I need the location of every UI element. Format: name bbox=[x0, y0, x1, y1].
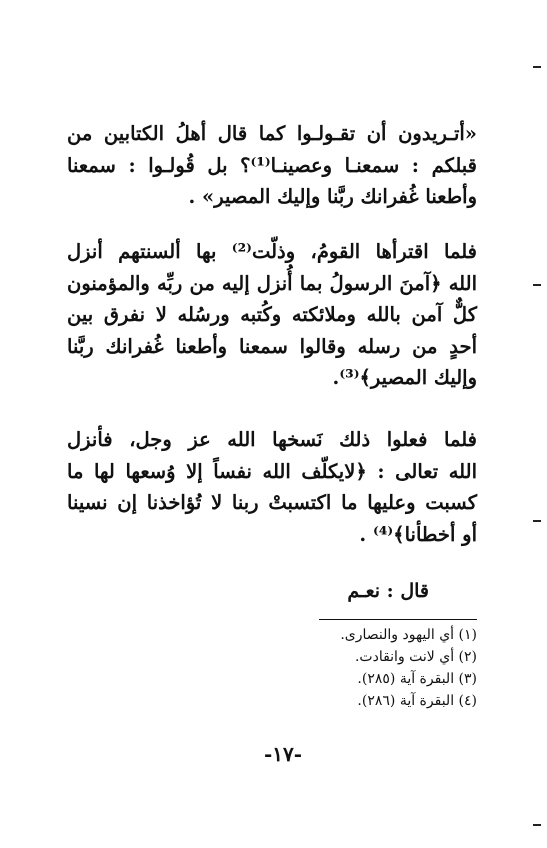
footnote: (٤) البقرة آية (٢٨٦). bbox=[357, 693, 477, 709]
paragraph-3 bbox=[67, 424, 477, 550]
footnote: (٢) أي لانت وانقادت. bbox=[354, 649, 477, 665]
footnote: (٣) البقرة آية (٢٨٥). bbox=[357, 671, 477, 687]
page-number: -١٧- bbox=[263, 742, 303, 766]
paragraph-line: الله ﴿آمنَ الرسولُ بما أُنزل إليه من ربِّه والمؤمنون bbox=[67, 271, 477, 295]
paragraph-1 bbox=[67, 118, 477, 213]
paragraph-line: وأطعنا غُفرانك ربَّنا وإليك المصير» . bbox=[188, 185, 477, 208]
margin-mark bbox=[533, 520, 541, 522]
footnotes bbox=[277, 624, 477, 712]
margin-mark bbox=[533, 284, 541, 286]
paragraph-line: أو أخطأنا﴾⁽⁴⁾ . bbox=[359, 522, 477, 546]
paragraph-line: فلما اقترأها القومُ، وذلّت⁽²⁾ بها ألسنتهم أنزل bbox=[67, 240, 478, 263]
margin-mark bbox=[533, 66, 541, 68]
footnote: (١) أي اليهود والنصارى. bbox=[340, 627, 477, 643]
paragraph-2 bbox=[67, 236, 477, 394]
said-line: قال : نعـم bbox=[347, 580, 429, 602]
paragraph-line: كلٌّ آمن بالله وملائكته وكُتبه ورسُله لا نفرق بين bbox=[67, 303, 477, 326]
paragraph-line: فلما فعلوا ذلك نَسخها الله عز وجل، فأنزل bbox=[67, 428, 477, 451]
paragraph-line: «أتـريدون أن تقـولـوا كما قال أهلُ الكتابين من bbox=[67, 122, 477, 145]
paragraph-line: وإليك المصير﴾⁽³⁾. bbox=[332, 366, 477, 389]
footnote-separator bbox=[319, 619, 477, 620]
paragraph-line: قبلكم : سمعنـا وعصينـا⁽¹⁾؟ بل قُولـوا : سمعنا bbox=[67, 153, 477, 177]
margin-mark bbox=[533, 824, 541, 826]
paragraph-line: الله تعالى : ﴿لايكلّف الله نفساً إلا وُسعها لها ما bbox=[67, 459, 477, 483]
paragraph-line: أحدٍ من رسله وقالوا سمعنا وأطعنا غُفرانك ربَّنا bbox=[67, 334, 477, 358]
paragraph-line: كسبت وعليها ما اكتسبتْ ربنا لا تُؤاخذنا إن نسينا bbox=[67, 491, 477, 514]
